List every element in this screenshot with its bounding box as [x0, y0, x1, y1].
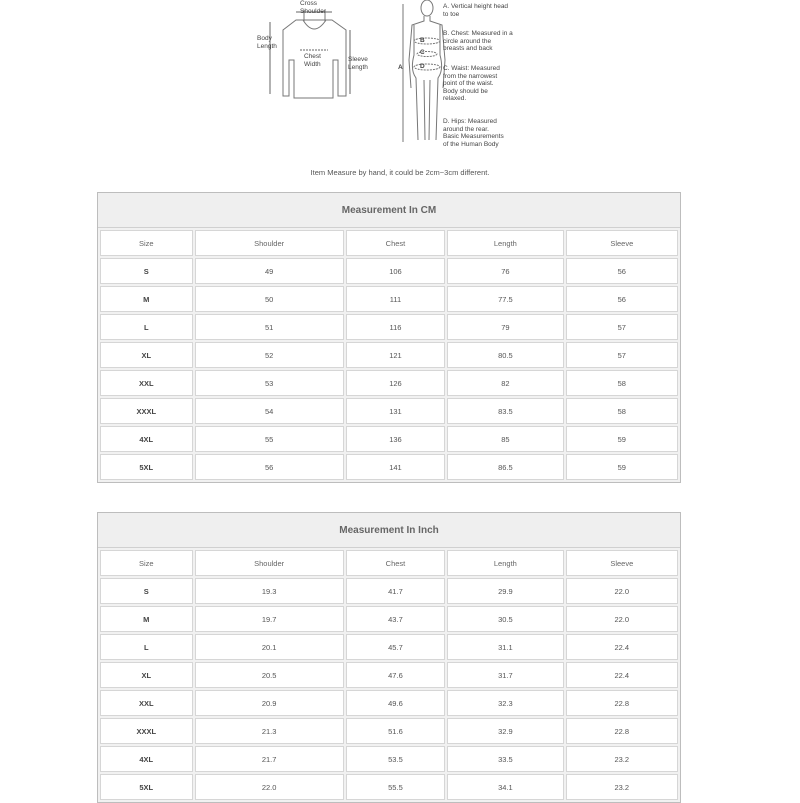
table-cell: 53.5 [346, 746, 445, 772]
table-row [100, 662, 678, 688]
table-cell: 136 [346, 426, 445, 452]
diagram-graphics [0, 0, 800, 185]
table-cell: 34.1 [447, 774, 563, 800]
table-cell: 22.4 [566, 634, 678, 660]
measure-note: Item Measure by hand, it could be 2cm~3cm different. [310, 168, 490, 177]
inch-table-grid [98, 548, 680, 802]
table-cell: 59 [566, 454, 678, 480]
table-cell: 83.5 [447, 398, 563, 424]
letter-a: A [398, 64, 403, 71]
table-cell: 47.6 [346, 662, 445, 688]
table-cell: 23.2 [566, 774, 678, 800]
table-cell: 41.7 [346, 578, 445, 604]
table-cell: 43.7 [346, 606, 445, 632]
table-cell: 106 [346, 258, 445, 284]
size-cell: 5XL [100, 774, 193, 800]
table-cell: 20.1 [195, 634, 344, 660]
cross-shoulder-label: Cross Shoulder [300, 0, 327, 15]
inch-table-title: Measurement In Inch [98, 513, 680, 548]
table-cell: 141 [346, 454, 445, 480]
table-row [100, 690, 678, 716]
table-row [100, 746, 678, 772]
body-illustration [403, 0, 445, 142]
table-cell: 30.5 [447, 606, 563, 632]
table-cell: 57 [566, 342, 678, 368]
letter-d: D [420, 63, 425, 70]
table-cell: 22.8 [566, 718, 678, 744]
table-cell: 45.7 [346, 634, 445, 660]
table-cell: 33.5 [447, 746, 563, 772]
table-cell: 20.5 [195, 662, 344, 688]
table-cell: 55.5 [346, 774, 445, 800]
table-cell: 55 [195, 426, 344, 452]
column-header: Sleeve [566, 550, 678, 576]
table-cell: 22.0 [566, 606, 678, 632]
note-c: C. Waist: Measured from the narrowest point of the waist. Body should be relaxed. [443, 65, 500, 102]
size-cell: 5XL [100, 454, 193, 480]
table-cell: 86.5 [447, 454, 563, 480]
table-cell: 49 [195, 258, 344, 284]
table-cell: 53 [195, 370, 344, 396]
column-header: Shoulder [195, 550, 344, 576]
table-row [100, 286, 678, 312]
column-header: Length [447, 230, 563, 256]
table-cell: 79 [447, 314, 563, 340]
table-cell: 22.8 [566, 690, 678, 716]
table-cell: 22.0 [195, 774, 344, 800]
table-row [100, 314, 678, 340]
size-cell: XL [100, 662, 193, 688]
table-cell: 51.6 [346, 718, 445, 744]
table-cell: 19.7 [195, 606, 344, 632]
column-header: Length [447, 550, 563, 576]
table-row [100, 342, 678, 368]
table-cell: 121 [346, 342, 445, 368]
size-cell: XXL [100, 370, 193, 396]
inch-size-table [97, 512, 681, 803]
letter-b: B [420, 37, 425, 44]
table-cell: 56 [195, 454, 344, 480]
column-header: Chest [346, 230, 445, 256]
column-header: Size [100, 230, 193, 256]
table-cell: 22.4 [566, 662, 678, 688]
table-cell: 80.5 [447, 342, 563, 368]
note-d: D. Hips: Measured around the rear. Basic Measurements of the Human Body [443, 118, 504, 148]
table-row [100, 718, 678, 744]
table-cell: 77.5 [447, 286, 563, 312]
table-cell: 21.3 [195, 718, 344, 744]
table-cell: 29.9 [447, 578, 563, 604]
size-cell: 4XL [100, 746, 193, 772]
table-cell: 31.1 [447, 634, 563, 660]
table-cell: 111 [346, 286, 445, 312]
table-cell: 23.2 [566, 746, 678, 772]
table-cell: 82 [447, 370, 563, 396]
table-cell: 131 [346, 398, 445, 424]
column-header: Chest [346, 550, 445, 576]
table-cell: 54 [195, 398, 344, 424]
table-cell: 49.6 [346, 690, 445, 716]
cm-table-title: Measurement In CM [98, 193, 680, 228]
size-cell: S [100, 578, 193, 604]
size-cell: M [100, 286, 193, 312]
letter-c: C [420, 49, 425, 56]
table-header-row [100, 230, 678, 256]
size-cell: XXXL [100, 398, 193, 424]
table-row [100, 454, 678, 480]
chest-width-label: Chest Width [304, 53, 321, 68]
table-cell: 20.9 [195, 690, 344, 716]
cm-size-table [97, 192, 681, 483]
size-cell: L [100, 314, 193, 340]
table-cell: 57 [566, 314, 678, 340]
table-cell: 126 [346, 370, 445, 396]
table-row [100, 578, 678, 604]
table-row [100, 606, 678, 632]
table-row [100, 370, 678, 396]
table-cell: 58 [566, 398, 678, 424]
measurement-diagram [0, 0, 800, 185]
table-cell: 76 [447, 258, 563, 284]
table-cell: 85 [447, 426, 563, 452]
table-cell: 58 [566, 370, 678, 396]
cm-table-grid [98, 228, 680, 482]
table-cell: 50 [195, 286, 344, 312]
table-cell: 56 [566, 286, 678, 312]
size-cell: 4XL [100, 426, 193, 452]
table-cell: 32.3 [447, 690, 563, 716]
table-cell: 59 [566, 426, 678, 452]
table-cell: 56 [566, 258, 678, 284]
table-cell: 32.9 [447, 718, 563, 744]
note-a: A. Vertical height head to toe [443, 3, 509, 18]
note-b: B. Chest: Measured in a circle around the breasts and back [443, 30, 513, 52]
table-cell: 52 [195, 342, 344, 368]
body-length-label: Body Length [257, 35, 277, 50]
table-header-row [100, 550, 678, 576]
column-header: Size [100, 550, 193, 576]
table-row [100, 634, 678, 660]
column-header: Sleeve [566, 230, 678, 256]
size-cell: L [100, 634, 193, 660]
table-cell: 31.7 [447, 662, 563, 688]
table-row [100, 258, 678, 284]
table-cell: 22.0 [566, 578, 678, 604]
table-row [100, 398, 678, 424]
size-cell: XL [100, 342, 193, 368]
table-cell: 116 [346, 314, 445, 340]
table-row [100, 426, 678, 452]
table-cell: 51 [195, 314, 344, 340]
table-cell: 19.3 [195, 578, 344, 604]
table-row [100, 774, 678, 800]
size-cell: M [100, 606, 193, 632]
sleeve-length-label: Sleeve Length [348, 56, 368, 71]
size-cell: XXL [100, 690, 193, 716]
table-cell: 21.7 [195, 746, 344, 772]
column-header: Shoulder [195, 230, 344, 256]
size-cell: XXXL [100, 718, 193, 744]
size-cell: S [100, 258, 193, 284]
